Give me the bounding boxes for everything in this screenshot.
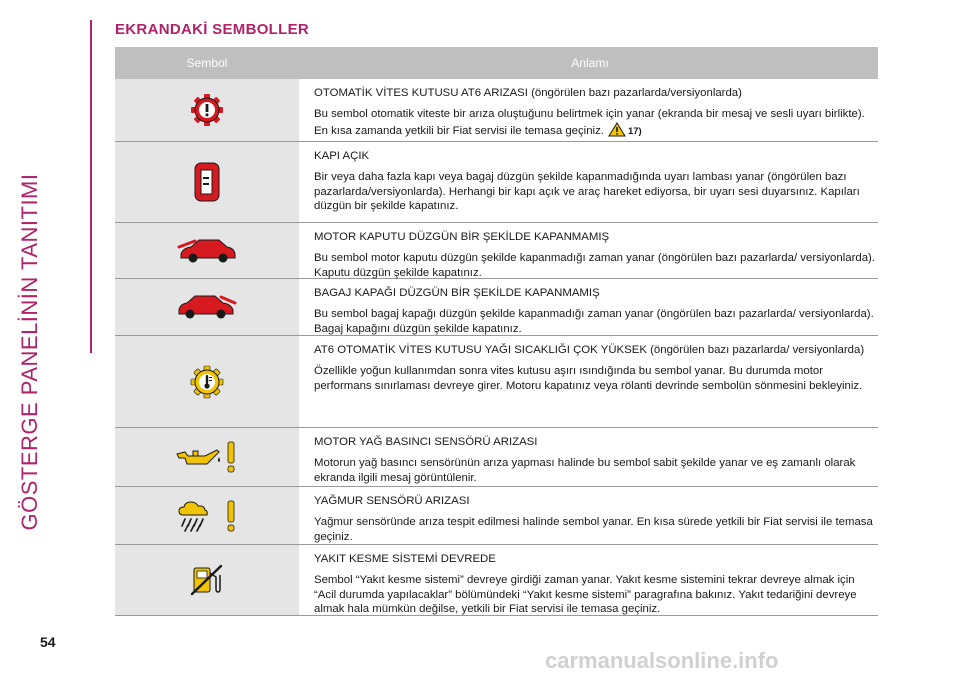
page-heading: EKRANDAKİ SEMBOLLER xyxy=(115,21,310,38)
symbol-cell xyxy=(115,79,299,141)
meaning-cell xyxy=(299,279,878,335)
meaning-cell xyxy=(299,336,878,427)
boot-open-icon xyxy=(177,293,237,321)
symbol-description: Özellikle yoğun kullanımdan sonra vites kutusu aşırı ısındığında bu sembol yanar. Bu durumda motor performans sınırlaması devreye girer. Motoru kapatınız veya rölanti devrinde sembolün sönmesini bekleyiniz. xyxy=(314,364,863,392)
symbol-title: AT6 OTOMATİK VİTES KUTUSU YAĞI SICAKLIĞI ÇOK YÜKSEK (öngörülen bazı pazarlarda/ versiyonlarda) xyxy=(314,344,865,356)
table-row xyxy=(115,487,878,545)
symbol-description: Bu sembol motor kaputu düzgün şekilde kapanmadığı zaman yanar (öngörülen bazı pazarlarda/ versiyonlarda). Kaputu düzgün şekilde kapatınız. xyxy=(314,251,875,279)
bonnet-open-icon xyxy=(177,237,237,265)
symbol-cell xyxy=(115,142,299,222)
symbol-description: Bu sembol bagaj kapağı düzgün şekilde kapanmadığı zaman yanar (öngörülen bazı pazarlarda/ versiyonlarda). Bagaj kapağını düzgün şekilde kapatınız. xyxy=(314,307,874,335)
meaning-cell xyxy=(299,142,878,222)
warning-triangle-icon xyxy=(608,122,626,137)
meaning-cell xyxy=(299,79,878,141)
symbol-cell xyxy=(115,545,299,615)
symbol-title: YAKIT KESME SİSTEMİ DEVREDE xyxy=(314,553,496,565)
watermark-text: carmanualsonline.info xyxy=(545,648,779,673)
symbol-description: Yağmur sensöründe arıza tespit edilmesi halinde sembol yanar. En kısa sürede yetkili bir Fiat servisi ile temasa geçiniz. xyxy=(314,515,873,543)
table-row xyxy=(115,223,878,279)
symbol-title: MOTOR KAPUTU DÜZGÜN BİR ŞEKİLDE KAPANMAMIŞ xyxy=(314,231,610,243)
reference-number: 17) xyxy=(627,125,642,137)
gear-temperature-icon xyxy=(190,365,224,399)
side-accent-rule xyxy=(90,20,92,353)
header-meaning: Anlamı xyxy=(571,56,609,70)
door-open-icon xyxy=(194,162,220,202)
page-number: 54 xyxy=(40,634,56,650)
symbol-cell xyxy=(115,223,299,278)
symbol-title: MOTOR YAĞ BASINCI SENSÖRÜ ARIZASI xyxy=(314,436,538,448)
symbols-table xyxy=(115,47,878,616)
table-row xyxy=(115,142,878,223)
symbol-title: OTOMATİK VİTES KUTUSU AT6 ARIZASI (öngörülen bazı pazarlarda/versiyonlarda) xyxy=(314,87,742,99)
meaning-cell xyxy=(299,428,878,486)
table-header xyxy=(115,47,878,79)
table-row xyxy=(115,428,878,487)
symbol-cell xyxy=(115,279,299,335)
side-section-title-text: GÖSTERGE PANELİNİN TANITIMI xyxy=(17,173,42,531)
symbol-cell xyxy=(115,487,299,544)
oil-pressure-sensor-icon xyxy=(175,440,239,474)
symbol-title: KAPI AÇIK xyxy=(314,150,370,162)
rain-sensor-failure-icon xyxy=(175,499,239,533)
symbol-description: Motorun yağ basıncı sensörünün arıza yapması halinde bu sembol sabit şekilde yanar ve eş zamanlı olarak ekranda ilgili mesaj görüntülenir. xyxy=(314,456,856,484)
symbol-description: Sembol “Yakıt kesme sistemi” devreye girdiği zaman yanar. Yakıt kesme sistemini tekrar devreye almak için “Acil durumda yapılacaklar” bölümündeki “Yakıt kesme sistemi” paragrafına bakınız. Yakıt tedariğini devreye almak hala mümkün değilse, yetkili bir Fiat servisi ile temasa geçiniz. xyxy=(314,573,857,616)
header-symbol: Sembol xyxy=(186,56,228,70)
symbol-description xyxy=(314,107,878,140)
table-row xyxy=(115,336,878,428)
meaning-cell xyxy=(299,487,878,544)
symbol-title: BAGAJ KAPAĞI DÜZGÜN BİR ŞEKİLDE KAPANMAMIŞ xyxy=(314,287,600,299)
description-text: Bu sembol otomatik viteste bir arıza oluştuğunu belirtmek için yanar (ekranda bir mesaj ve sesli uyarı birlikte). En kısa zamanda yetkili bir Fiat servisi ile temasa geçiniz. xyxy=(314,107,865,137)
symbol-cell xyxy=(115,336,299,427)
gear-exclamation-icon xyxy=(190,93,224,127)
symbol-description: Bir veya daha fazla kapı veya bagaj düzgün şekilde kapanmadığında uyarı lambası yanar (öngörülen bazı pazarlarda/versiyonlarda). Herhangi bir kapı açık ve araç hareket ediyorsa, bir uyarı sesi duyarsınız. Kapıları düzgün bir şekilde kapatınız. xyxy=(314,170,860,213)
meaning-cell xyxy=(299,223,878,278)
table-row xyxy=(115,279,878,336)
table-row xyxy=(115,545,878,616)
meaning-cell xyxy=(299,545,878,615)
symbol-title: YAĞMUR SENSÖRÜ ARIZASI xyxy=(314,495,470,507)
table-row xyxy=(115,79,878,142)
fuel-cutoff-icon xyxy=(190,563,224,597)
symbol-cell xyxy=(115,428,299,486)
